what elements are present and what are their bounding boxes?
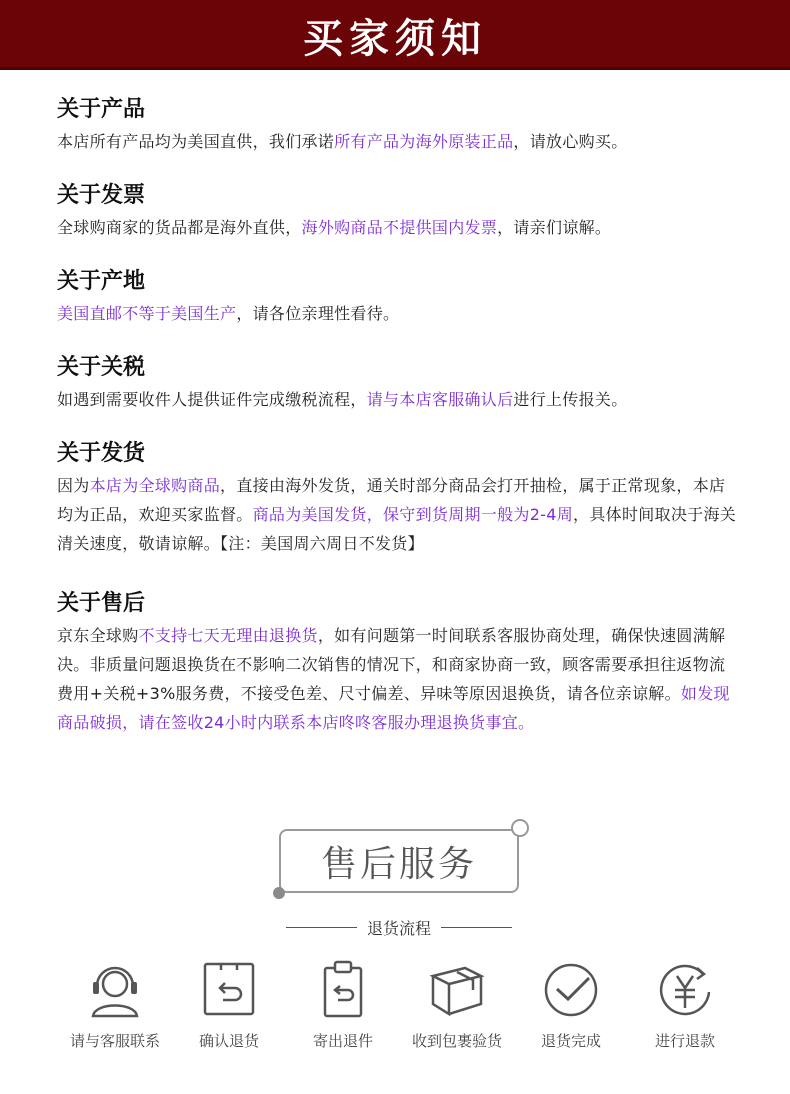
step-label: 确认退货 <box>198 1032 259 1050</box>
section-product <box>57 93 628 156</box>
yen-refund-icon <box>653 958 717 1022</box>
flow-title-text: 退货流程 <box>367 918 432 938</box>
title-banner <box>0 0 790 70</box>
section-text: 如遇到需要收件人提供证件完成缴税流程，请与本店客服确认后进行上传报关。 <box>57 390 628 409</box>
dot-icon <box>273 887 285 899</box>
after-sales-badge <box>279 829 519 893</box>
step-label: 请与客服联系 <box>69 1032 160 1050</box>
page-title: 买家须知 <box>303 15 487 62</box>
section-heading: 关于发货 <box>57 441 146 466</box>
divider <box>441 927 512 928</box>
badge-title: 售后服务 <box>320 843 477 885</box>
section-text: 京东全球购不支持七天无理由退换货，如有问题第一时间联系客服协商处理，确保快速圆满解决。非质量问题退换货在不影响二次销售的情况下，和商家协商一致，顾客需要承担往返物流费用+关税+3%服务费，不接受色差、尺寸偏差、异味等原因退换货，请各位亲谅解。如发现商品破损，请在签收24小时内联系本店咚咚客服办理退换货事宜。 <box>57 626 730 732</box>
headset-icon <box>83 958 147 1022</box>
section-after-sales <box>57 587 737 737</box>
step-label: 寄出退件 <box>312 1032 373 1050</box>
package-icon <box>425 958 489 1022</box>
step-label: 收到包裹验货 <box>411 1032 502 1050</box>
section-heading: 关于关税 <box>57 355 146 380</box>
section-heading: 关于产品 <box>57 97 146 122</box>
section-origin <box>57 265 399 328</box>
return-steps <box>55 958 745 1058</box>
step-contact <box>55 958 175 1051</box>
return-box-icon <box>197 958 261 1022</box>
section-tariff <box>57 351 628 414</box>
ring-dot-icon <box>511 819 529 837</box>
section-text: 本店所有产品均为美国直供，我们承诺所有产品为海外原装正品，请放心购买。 <box>57 132 628 151</box>
section-text: 因为本店为全球购商品，直接由海外发货，通关时部分商品会打开抽检，属于正常现象，本店均为正品，欢迎买家监督。商品为美国发货，保守到货周期一般为2-4周，具体时间取决于海关清关速度，敬请谅解。【注：美国周六周日不发货】 <box>57 476 737 553</box>
divider <box>286 927 357 928</box>
step-label: 进行退款 <box>654 1032 715 1050</box>
section-heading: 关于产地 <box>57 269 146 294</box>
section-heading: 关于售后 <box>57 591 146 616</box>
section-text: 全球购商家的货品都是海外直供，海外购商品不提供国内发票，请亲们谅解。 <box>57 218 612 237</box>
section-invoice <box>57 179 611 242</box>
clipboard-return-icon <box>311 958 375 1022</box>
return-flow-title <box>286 914 512 940</box>
step-label: 退货完成 <box>540 1032 601 1050</box>
step-send <box>283 958 403 1051</box>
step-refund <box>625 958 745 1051</box>
step-confirm <box>169 958 289 1051</box>
section-text: 美国直邮不等于美国生产，请各位亲理性看待。 <box>57 304 400 323</box>
check-circle-icon <box>539 958 603 1022</box>
step-complete <box>511 958 631 1051</box>
section-heading: 关于发票 <box>57 183 146 208</box>
section-shipping <box>57 437 737 558</box>
step-inspect <box>397 958 517 1051</box>
